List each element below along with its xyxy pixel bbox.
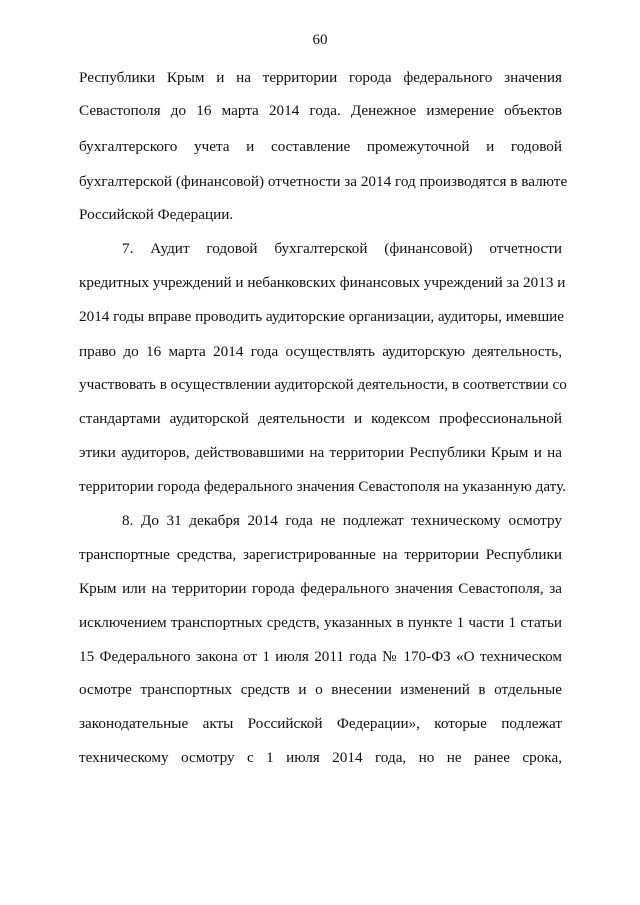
text-line: 15 Федерального закона от 1 июля 2011 года № 170-ФЗ «О техническом: [79, 648, 562, 665]
text-line: транспортные средства, зарегистрированные на территории Республики: [79, 546, 562, 563]
text-line: кредитных учреждений и небанковских финансовых учреждений за 2013 и: [79, 274, 566, 291]
text-line: Крым или на территории города федерального значения Севастополя, за: [79, 580, 562, 597]
text-line: право до 16 марта 2014 года осуществлять аудиторскую деятельность,: [79, 343, 562, 360]
text-line: 2014 годы вправе проводить аудиторские организации, аудиторы, имевшие: [79, 308, 565, 325]
text-line: стандартами аудиторской деятельности и кодексом профессиональной: [79, 410, 562, 427]
text-line: этики аудиторов, действовавшими на территории Республики Крым и на: [79, 444, 562, 461]
text-line: 8. До 31 декабря 2014 года не подлежат техническому осмотру: [122, 512, 562, 529]
text-line: бухгалтерской (финансовой) отчетности за 2014 год производятся в валюте: [79, 173, 568, 190]
text-line: участвовать в осуществлении аудиторской деятельности, в соответствии со: [79, 376, 567, 393]
text-line: Севастополя до 16 марта 2014 года. Денежное измерение объектов: [79, 102, 562, 119]
text-line: территории города федерального значения Севастополя на указанную дату.: [79, 478, 566, 495]
text-line: Российской Федерации.: [79, 206, 234, 223]
page-number: 60: [312, 32, 328, 48]
text-line: 7. Аудит годовой бухгалтерской (финансовой) отчетности: [122, 240, 562, 257]
text-line: бухгалтерского учета и составление промежуточной и годовой: [79, 138, 562, 155]
text-line: техническому осмотру с 1 июля 2014 года, но не ранее срока,: [79, 749, 562, 766]
text-line: осмотре транспортных средств и о внесении изменений в отдельные: [79, 681, 562, 698]
text-line: исключением транспортных средств, указанных в пункте 1 части 1 статьи: [79, 614, 562, 631]
text-line: законодательные акты Российской Федерации», которые подлежат: [79, 715, 562, 732]
text-line: Республики Крым и на территории города федерального значения: [79, 69, 562, 86]
